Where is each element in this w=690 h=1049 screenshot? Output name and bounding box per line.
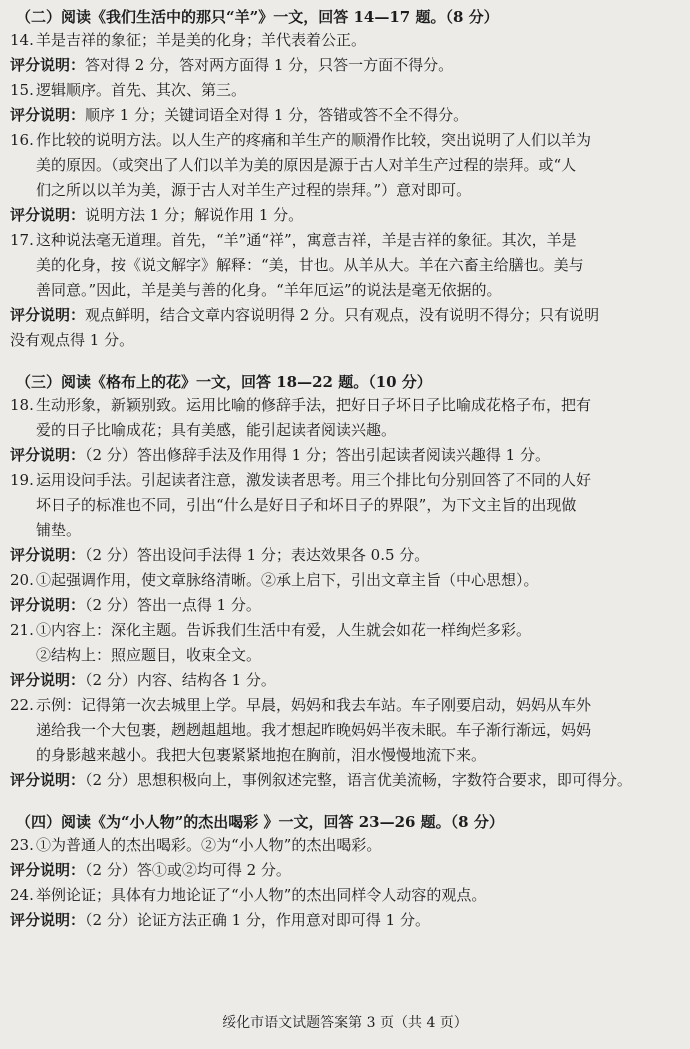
question-number: 16.: [10, 131, 34, 149]
answer-section: [10, 371, 682, 793]
answer-line-continued: [10, 643, 682, 668]
scoring-note: [10, 103, 682, 128]
page-footer: 绥化市语文试题答案第 3 页（共 4 页）: [222, 1015, 468, 1031]
scoring-note: [10, 668, 682, 693]
scoring-label: 评分说明：: [10, 56, 86, 74]
scoring-note: [10, 53, 682, 78]
answer-line-continued: [10, 493, 682, 518]
line-text: ①内容上：深化主题。告诉我们生活中有爱，人生就会如花一样绚烂多彩。: [36, 621, 532, 639]
answer-line: [10, 228, 682, 253]
section-title: （四）阅读《为“小人物”的杰出喝彩 》一文，回答 23—26 题。（8 分）: [16, 813, 504, 831]
section-title: （二）阅读《我们生活中的那只“羊”》一文，回答 14—17 题。（8 分）: [16, 8, 499, 26]
scoring-note: [10, 908, 682, 933]
answer-line-continued: [10, 743, 682, 768]
question-number: 18.: [10, 396, 34, 414]
answer-line: [10, 693, 682, 718]
line-text: 铺垫。: [36, 521, 82, 539]
scoring-label: 评分说明：: [10, 596, 86, 614]
line-text: ①为普通人的杰出喝彩。②为“小人物”的杰出喝彩。: [36, 836, 382, 854]
question-number: 24.: [10, 886, 34, 904]
scoring-label: 评分说明：: [10, 206, 86, 224]
question-number: 21.: [10, 621, 34, 639]
line-text: 作比较的说明方法。以人生产的疼痛和羊生产的顺滑作比较，突出说明了人们以羊为: [36, 131, 592, 149]
question-number: 14.: [10, 31, 34, 49]
question-number: 15.: [10, 81, 34, 99]
line-text: ②结构上：照应题目，收束全文。: [36, 646, 262, 664]
answer-line: [10, 833, 682, 858]
answer-line-continued: [10, 153, 682, 178]
scoring-label: 评分说明：: [10, 911, 86, 929]
line-text: （2 分）论证方法正确 1 分，作用意对即可得 1 分。: [85, 911, 430, 929]
question-number: 22.: [10, 696, 34, 714]
line-text: （2 分）答出一点得 1 分。: [85, 596, 261, 614]
scoring-note: [10, 203, 682, 228]
answer-line: [10, 78, 682, 103]
line-text: ①起强调作用，使文章脉络清晰。②承上启下，引出文章主旨（中心思想）。: [36, 571, 539, 589]
answer-line: [10, 618, 682, 643]
line-text: 羊是吉祥的象征；羊是美的化身；羊代表着公正。: [36, 31, 367, 49]
question-number: 23.: [10, 836, 34, 854]
line-text: 运用设问手法。引起读者注意，激发读者思考。用三个排比句分别回答了不同的人好: [36, 471, 592, 489]
scoring-label: 评分说明：: [10, 546, 86, 564]
scoring-note: [10, 543, 682, 568]
line-text: （2 分）答①或②均可得 2 分。: [85, 861, 291, 879]
scoring-note: [10, 858, 682, 883]
scoring-label: 评分说明：: [10, 771, 86, 789]
scoring-label: 评分说明：: [10, 446, 86, 464]
line-text: （2 分）思想积极向上，事例叙述完整，语言优美流畅，字数符合要求，即可得分。: [85, 771, 632, 789]
answer-line: [10, 883, 682, 908]
line-text: 没有观点得 1 分。: [10, 331, 135, 349]
line-text: 的身影越来越小。我把大包裹紧紧地抱在胸前，泪水慢慢地流下来。: [36, 746, 487, 764]
answer-line-continued: [10, 518, 682, 543]
scoring-label: 评分说明：: [10, 671, 86, 689]
line-text: 这种说法毫无道理。首先，“羊”通“祥”，寓意吉祥，羊是吉祥的象征。其次，羊是: [36, 231, 577, 249]
scoring-note: [10, 443, 682, 468]
answer-line-continued: [10, 418, 682, 443]
answer-line: [10, 128, 682, 153]
answer-line-continued: [10, 718, 682, 743]
question-number: 17.: [10, 231, 34, 249]
scoring-note: [10, 768, 682, 793]
answer-line-continued: [10, 278, 682, 303]
line-text: 示例：记得第一次去城里上学。早晨，妈妈和我去车站。车子刚要启动，妈妈从车外: [36, 696, 592, 714]
line-text: 美的原因。（或突出了人们以羊为美的原因是源于古人对羊生产过程的崇拜。或“人: [36, 156, 577, 174]
line-text: 答对得 2 分，答对两方面得 1 分，只答一方面不得分。: [85, 56, 454, 74]
question-number: 20.: [10, 571, 34, 589]
answer-section: [10, 6, 682, 353]
line-text: （2 分）内容、结构各 1 分。: [85, 671, 276, 689]
answer-line: [10, 568, 682, 593]
line-text: 爱的日子比喻成花；具有美感，能引起读者阅读兴趣。: [36, 421, 397, 439]
line-text: 生动形象，新颖别致。运用比喻的修辞手法，把好日子坏日子比喻成花格子布，把有: [36, 396, 592, 414]
scoring-label: 评分说明：: [10, 306, 86, 324]
line-text: 顺序 1 分；关键词语全对得 1 分，答错或答不全不得分。: [85, 106, 469, 124]
answer-line: [10, 468, 682, 493]
scoring-label: 评分说明：: [10, 106, 86, 124]
answer-line: [10, 28, 682, 53]
line-text: 递给我一个大包裹，趔趔趄趄地。我才想起昨晚妈妈半夜未眠。车子渐行渐远，妈妈: [36, 721, 592, 739]
line-text: 举例论证；具体有力地论证了“小人物”的杰出同样令人动容的观点。: [36, 886, 487, 904]
scoring-note: [10, 593, 682, 618]
scoring-label: 评分说明：: [10, 861, 86, 879]
answer-line-continued: [10, 178, 682, 203]
answer-section: [10, 811, 682, 933]
line-text: 坏日子的标准也不同，引出“什么是好日子和坏日子的界限”，为下文主旨的出现做: [36, 496, 577, 514]
line-text: （2 分）答出修辞手法及作用得 1 分；答出引起读者阅读兴趣得 1 分。: [85, 446, 550, 464]
answer-line-continued: [10, 253, 682, 278]
line-text: （2 分）答出设问手法得 1 分；表达效果各 0.5 分。: [85, 546, 430, 564]
scoring-note-continued: [10, 328, 682, 353]
line-text: 善同意。”因此，羊是美与善的化身。“羊年厄运”的说法是毫无依据的。: [36, 281, 502, 299]
answer-line: [10, 393, 682, 418]
line-text: 观点鲜明，结合文章内容说明得 2 分。只有观点，没有说明不得分；只有说明: [85, 306, 600, 324]
scoring-note: [10, 303, 682, 328]
line-text: 逻辑顺序。首先、其次、第三。: [36, 81, 247, 99]
line-text: 们之所以以羊为美，源于古人对羊生产过程的崇拜。”）意对即可。: [36, 181, 472, 199]
line-text: 美的化身，按《说文解字》解释：“美，甘也。从羊从大。羊在六畜主给膳也。美与: [36, 256, 584, 274]
question-number: 19.: [10, 471, 34, 489]
section-title: （三）阅读《格布上的花》一文，回答 18—22 题。（10 分）: [16, 373, 432, 391]
line-text: 说明方法 1 分；解说作用 1 分。: [85, 206, 304, 224]
